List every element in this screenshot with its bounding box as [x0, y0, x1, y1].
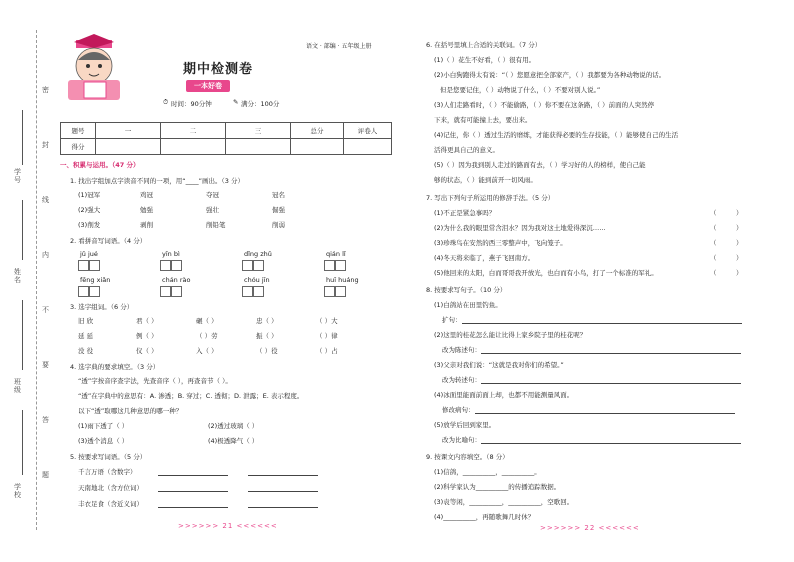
- question-8: 8. 按要求写句子。（10 分）: [426, 286, 507, 294]
- right-page: [420, 0, 760, 562]
- q6-line: 下来，就有可能撞上去，要出来。: [434, 116, 532, 124]
- q5-item: 丰衣足食（含近义词）: [78, 499, 318, 508]
- q8-prompt: 扩句：: [442, 315, 742, 324]
- answer-line[interactable]: [475, 406, 735, 414]
- q8-prompt: 改为陈述句：: [442, 345, 741, 354]
- seal-char: 要: [42, 361, 49, 369]
- seal-char: 内: [42, 251, 49, 259]
- q6-line: (4)记住，你（ ）透过生活的磨练，才能获得必要的生存技能，（ ）能够使自己的生活: [434, 131, 679, 139]
- q4-item: (2)透过玻璃（ ）: [208, 422, 259, 430]
- binding-strip: [0, 0, 58, 562]
- seal-char: 题: [42, 471, 49, 479]
- q1-row: (3)削发 剥削 削铅笔 削弱: [78, 221, 285, 229]
- answer-line[interactable]: [481, 346, 741, 354]
- score-header-cell: 总分: [291, 123, 344, 139]
- score-header-cell: 一: [96, 123, 161, 139]
- field-class: 班级: [14, 378, 21, 394]
- score-input-cell[interactable]: [226, 139, 291, 155]
- score-input-cell[interactable]: [161, 139, 226, 155]
- score-header-cell: 题号: [61, 123, 96, 139]
- q1-row: (2)强大 勉强 强壮 倔强: [78, 206, 285, 214]
- answer-paren[interactable]: （ ）: [710, 224, 743, 232]
- time-label: 时间：90分钟: [171, 100, 212, 108]
- field-line: [22, 410, 23, 475]
- q7-line: (3)珍珠鸟在安然的西三零整声中，飞向笼子。: [434, 239, 567, 247]
- q6-line: (2)小白狗跑得太有说：“（ ）您愿意把全部家产，（ ）我都要为各种动物说的话。: [434, 71, 666, 79]
- q8-line: (3)父亲对我们说：“这就是我对你们的希望。”: [434, 361, 564, 369]
- question-6: 6. 在括号里填上合适的关联词。（7 分）: [426, 41, 542, 49]
- score-table-score-row: [61, 139, 392, 155]
- answer-boxes-row[interactable]: [78, 286, 346, 297]
- seal-char: 封: [42, 141, 49, 149]
- question-5: 5. 按要求写词语。（5 分）: [70, 453, 147, 461]
- question-3: 3. 选字组词。（6 分）: [70, 303, 134, 311]
- answer-line[interactable]: [481, 436, 741, 444]
- score-row-label: 得分: [61, 139, 96, 155]
- brand-badge: 一本好卷: [186, 80, 230, 92]
- pencil-icon: ✎: [233, 98, 239, 106]
- score-input-cell[interactable]: [344, 139, 392, 155]
- field-school: 学校: [14, 483, 21, 499]
- score-label: 满分：100分: [241, 100, 280, 108]
- q8-prompt: 改为转述句：: [442, 375, 741, 384]
- seal-char: 密: [42, 86, 49, 94]
- seal-char: 线: [42, 196, 49, 204]
- question-7: 7. 写出下列句子所运用的修辞手法。（5 分）: [426, 194, 555, 202]
- q8-prompt: 改为比喻句：: [442, 435, 741, 444]
- answer-paren[interactable]: （ ）: [710, 209, 743, 217]
- score-input-cell[interactable]: [96, 139, 161, 155]
- q6-line: 活得更具自己的意义。: [434, 146, 499, 154]
- q8-line: (2)这里的桂花怎么能让比得上家乡院子里的桂花呢？: [434, 331, 587, 339]
- seal-dash-line: [36, 30, 37, 530]
- pinyin-row: fēng xiǎn chán rào chóu jīn huī huáng: [80, 276, 359, 284]
- section-heading: 一、积累与运用。（47 分）: [60, 161, 140, 169]
- q3-row: 延 延 例（ ） （ ）劳 振（ ） （ ）律: [78, 332, 338, 340]
- score-table: [60, 122, 392, 155]
- q5-item: 天南地北（含方位词）: [78, 483, 318, 492]
- question-4: 4. 选字典的要求填空。（3 分）: [70, 363, 160, 371]
- q3-row: 旧 欣 君（ ） 碾（ ） 忠（ ） （ ）大: [78, 317, 338, 325]
- q9-line: (2)科学家认为__________的传播追踪数据。: [434, 483, 561, 491]
- q7-line: (4)冬天将来临了，燕子飞回南方。: [434, 254, 535, 262]
- q6-line: 但是您要记住，（ ）动物说了什么，（ ）不要对别人说。”: [440, 86, 601, 94]
- clock-icon: ⏱: [163, 98, 169, 106]
- q9-line: (4)__________，再随歌舞几时休？: [434, 513, 535, 521]
- q4-item: (1)雨下透了（ ）: [78, 422, 129, 430]
- q6-line: (1)（ ）花生不好看，（ ）很有用。: [434, 56, 536, 64]
- field-name: 姓名: [14, 268, 21, 284]
- q6-line: 够的状态，（ ）能到前开一切风雨。: [434, 176, 537, 184]
- q8-line: (1)白鸽站在田里钓鱼。: [434, 301, 502, 309]
- field-student-id: 学号: [14, 168, 21, 184]
- page-title: 期中检测卷: [183, 62, 254, 77]
- q6-line: (5)（ ）因为我到别人走过的路面有去，（ ）学习好的人的榜样，使自己能: [434, 161, 646, 169]
- q4-item: (4)极透降气（ ）: [208, 437, 259, 445]
- q4-text: “透”字按音序查字法，先查音序（ ），再查音节（ ）。: [78, 377, 232, 385]
- answer-paren[interactable]: （ ）: [710, 269, 743, 277]
- q9-line: (3)袁等闲，__________，__________，空歌回。: [434, 498, 574, 506]
- q4-text: 以下“透”取哪这几种意思的哪一种？: [78, 407, 183, 415]
- seal-char: 不: [42, 306, 49, 314]
- page-number-left: >>>>>> 21 <<<<<<: [178, 522, 278, 530]
- question-2: 2. 看拼音写词语。（4 分）: [70, 237, 147, 245]
- q5-item: 千言万语（含数字）: [78, 467, 318, 476]
- answer-boxes-row[interactable]: [78, 260, 346, 271]
- page-number-right: >>>>>> 22 <<<<<<: [540, 524, 640, 532]
- seal-char: 答: [42, 416, 49, 424]
- field-line: [22, 300, 23, 370]
- answer-line[interactable]: [481, 376, 741, 384]
- answer-line[interactable]: [462, 316, 742, 324]
- q4-text: “透”在字典中的意思有：A. 渗透；B. 穿过；C. 透彻；D. 泄露；E. 表示程度。: [78, 392, 304, 400]
- score-table-header-row: [61, 123, 392, 139]
- q9-line: (1)信鸽，__________，__________。: [434, 468, 541, 476]
- field-line: [22, 110, 23, 165]
- q1-row: (1)冠军 鸡冠 夺冠 冠名: [78, 191, 285, 199]
- q7-line: (2)为什么我的眼里常含泪水？因为我对这土地爱得深沉……: [434, 224, 606, 232]
- q4-item: (3)透个消息（ ）: [78, 437, 129, 445]
- mascot-illustration: [64, 32, 130, 102]
- q8-prompt: 修改病句：: [442, 405, 735, 414]
- q8-line: (4)冰面里能面前面上却，也都不用能测量风面。: [434, 391, 574, 399]
- q8-line: (5)放学后回到家里。: [434, 421, 496, 429]
- field-line: [22, 200, 23, 260]
- left-page: [58, 0, 398, 562]
- score-header-cell: 二: [161, 123, 226, 139]
- pinyin-row: jǔ jué yīn bì dǐng zhǔ qián lǐ: [80, 250, 346, 258]
- subject-label: 语文 · 部编 · 五年级上册: [306, 43, 372, 50]
- answer-paren[interactable]: （ ）: [710, 254, 743, 262]
- q7-line: (1)不正是紧急事吗？: [434, 209, 496, 217]
- answer-paren[interactable]: （ ）: [710, 239, 743, 247]
- score-header-cell: 三: [226, 123, 291, 139]
- q6-line: (3)人们走路看时，（ ）不能偷路，（ ）你不要在这条路，（ ）前面的人突然停: [434, 101, 655, 109]
- score-input-cell[interactable]: [291, 139, 344, 155]
- question-1: 1. 找出字组加点字读音不同的一项，用“____”画出。（3 分）: [70, 177, 244, 185]
- q3-row: 没 役 仪（ ） 入（ ） （ ）役 （ ）占: [78, 347, 338, 355]
- q7-line: (5)他回来的太阳，白而哥哥我开放光，也白而有小鸟，打了一个标准的军礼。: [434, 269, 658, 277]
- question-9: 9. 按课文内容填空。（8 分）: [426, 453, 509, 461]
- score-header-cell: 评卷人: [344, 123, 392, 139]
